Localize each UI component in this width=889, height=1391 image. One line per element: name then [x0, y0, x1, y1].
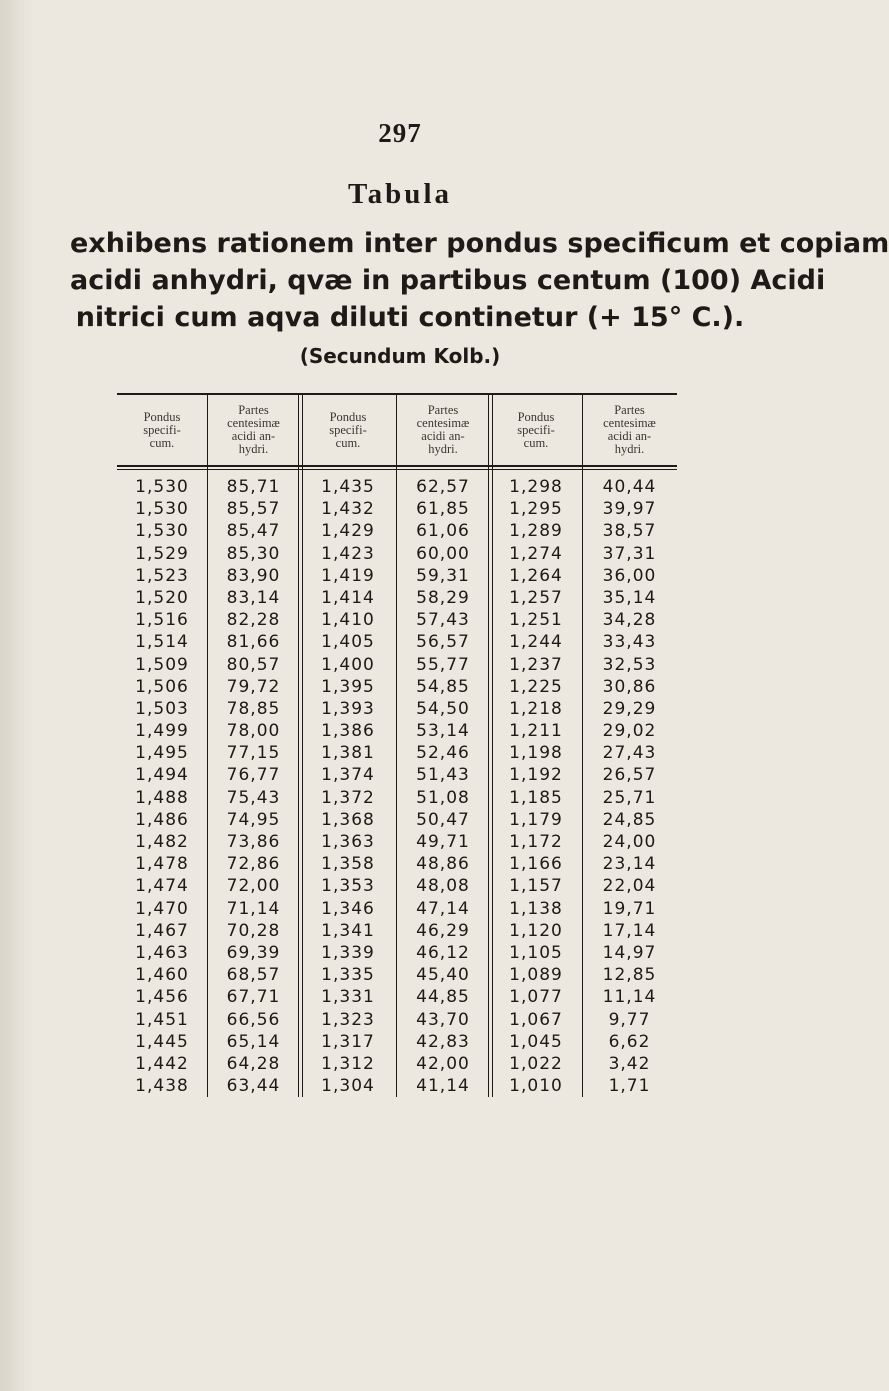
column-header	[490, 397, 582, 463]
table-cell: 1,295	[509, 499, 563, 520]
table-cell: 73,86	[226, 832, 281, 852]
column-header-line: hydri.	[428, 442, 458, 456]
column-header-line: specifi-	[143, 422, 181, 437]
table-cell: 85,71	[226, 477, 281, 497]
table-cell: 1,358	[321, 854, 375, 875]
table-row	[117, 587, 677, 609]
column-header	[396, 397, 490, 463]
table-row	[117, 742, 677, 764]
table-cell: 61,06	[416, 521, 470, 542]
table-cell: 1,423	[321, 543, 375, 564]
table-row	[117, 964, 677, 986]
table-cell: 1,71	[608, 1076, 651, 1097]
table-cell: 1,372	[321, 787, 375, 808]
column-header-line: Pondus	[329, 409, 367, 424]
table-row	[117, 676, 677, 698]
table-cell: 24,00	[602, 832, 657, 852]
table-cell: 1,335	[321, 965, 375, 986]
table-cell: 1,374	[321, 765, 375, 786]
table-cell: 55,77	[416, 654, 470, 675]
table-cell: 66,56	[226, 1009, 281, 1030]
table-cell: 1,470	[135, 898, 189, 919]
table-cell: 65,14	[226, 1031, 281, 1052]
table-row	[117, 764, 677, 786]
table-cell: 12,85	[602, 965, 657, 986]
table-cell: 81,66	[226, 632, 281, 653]
source-note: (Secundum Kolb.)	[299, 344, 501, 368]
table-cell: 85,30	[226, 543, 281, 564]
table-cell: 85,57	[226, 499, 281, 520]
table-cell: 54,50	[416, 698, 470, 719]
table-cell: 25,71	[602, 787, 657, 808]
table-cell: 77,15	[226, 743, 281, 764]
column-header	[207, 397, 300, 463]
table-cell: 1,405	[321, 632, 375, 653]
table-cell: 1,105	[509, 942, 563, 963]
description-line: nitrici cum aqva diluti continetur (+ 15° C.).	[75, 302, 745, 333]
table-cell: 51,43	[416, 765, 470, 786]
table-cell: 40,44	[602, 477, 657, 497]
table-cell: 1,089	[509, 965, 563, 986]
table-cell: 85,47	[226, 521, 281, 542]
table-row	[117, 1053, 677, 1075]
table-cell: 1,503	[135, 698, 189, 719]
table-cell: 83,90	[226, 565, 281, 586]
table-cell: 1,495	[135, 743, 189, 764]
page-number: 297	[378, 118, 422, 148]
table-cell: 1,237	[509, 654, 563, 675]
table-cell: 1,077	[509, 987, 563, 1008]
table-cell: 80,57	[226, 654, 281, 675]
table-cell: 1,353	[321, 876, 375, 897]
table-cell: 6,62	[608, 1031, 651, 1052]
table-row	[117, 476, 677, 498]
column-header-line: Partes	[614, 403, 645, 417]
table-cell: 26,57	[602, 765, 657, 786]
table-cell: 74,95	[226, 809, 281, 830]
table-cell: 1,530	[135, 477, 189, 497]
table-cell: 54,85	[416, 676, 470, 697]
table-cell: 1,298	[509, 477, 563, 497]
table-cell: 1,494	[135, 765, 189, 786]
table-cell: 1,529	[135, 543, 189, 564]
column-header-line: centesimæ	[227, 416, 280, 430]
table-cell: 1,274	[509, 543, 563, 564]
table-cell: 1,506	[135, 676, 189, 697]
table-row	[117, 986, 677, 1008]
table-cell: 1,520	[135, 587, 189, 608]
table-cell: 1,467	[135, 920, 189, 941]
table-cell: 1,179	[509, 809, 563, 830]
data-table	[117, 393, 677, 1097]
table-cell: 22,04	[602, 876, 657, 897]
table-cell: 27,43	[602, 743, 657, 764]
column-header	[582, 397, 677, 463]
table-cell: 1,530	[135, 499, 189, 520]
table-cell: 1,264	[509, 565, 563, 586]
table-cell: 1,460	[135, 965, 189, 986]
table-cell: 72,86	[226, 854, 281, 875]
column-header-line: cum.	[335, 435, 361, 450]
table-cell: 1,386	[321, 721, 375, 742]
table-body	[117, 476, 677, 1097]
table-cell: 1,192	[509, 765, 563, 786]
column-header-line: hydri.	[614, 442, 645, 456]
table-row	[117, 853, 677, 875]
table-cell: 1,523	[135, 565, 189, 586]
table-row	[117, 898, 677, 920]
table-cell: 1,442	[135, 1053, 189, 1074]
table-cell: 53,14	[416, 721, 470, 742]
table-cell: 1,225	[509, 676, 563, 697]
table-cell: 1,339	[321, 942, 375, 963]
table-cell: 1,120	[509, 920, 563, 941]
table-cell: 1,304	[321, 1076, 375, 1097]
table-row	[117, 698, 677, 720]
table-row	[117, 565, 677, 587]
table-cell: 67,71	[226, 987, 281, 1008]
table-cell: 1,185	[509, 787, 563, 808]
column-header-line: cum.	[149, 435, 175, 450]
table-cell: 61,85	[416, 499, 470, 520]
table-cell: 79,72	[226, 676, 281, 697]
table-cell: 47,14	[416, 898, 470, 919]
table-cell: 51,08	[416, 787, 470, 808]
column-header-line: hydri.	[238, 442, 269, 456]
table-cell: 1,486	[135, 809, 189, 830]
table-cell: 14,97	[602, 942, 657, 963]
table-cell: 1,010	[509, 1076, 563, 1097]
table-cell: 78,85	[226, 698, 281, 719]
table-cell: 62,57	[416, 477, 470, 497]
column-header-line: Pondus	[517, 409, 555, 424]
column-header-line: acidi an-	[231, 429, 276, 443]
table-cell: 1,251	[509, 610, 563, 631]
table-row	[117, 520, 677, 542]
table-cell: 1,438	[135, 1076, 189, 1097]
table-row	[117, 875, 677, 897]
header-rule	[117, 465, 677, 467]
column-header	[117, 397, 207, 463]
table-cell: 52,46	[416, 743, 470, 764]
table-cell: 1,488	[135, 787, 189, 808]
table-cell: 60,00	[416, 543, 470, 564]
table-cell: 1,289	[509, 521, 563, 542]
column-header	[300, 397, 396, 463]
table-cell: 1,435	[321, 477, 375, 497]
column-divider	[207, 393, 208, 1097]
table-cell: 63,44	[226, 1076, 281, 1097]
table-cell: 1,451	[135, 1009, 189, 1030]
table-cell: 3,42	[608, 1053, 651, 1074]
table-cell: 1,432	[321, 499, 375, 520]
column-header-line: acidi an-	[421, 429, 465, 443]
table-cell: 35,14	[602, 587, 657, 608]
table-cell: 17,14	[602, 920, 657, 941]
column-header-line: specifi-	[517, 422, 555, 437]
table-cell: 1,381	[321, 743, 375, 764]
column-header-line: centesimæ	[416, 416, 470, 430]
table-cell: 48,08	[416, 876, 470, 897]
table-cell: 1,244	[509, 632, 563, 653]
table-cell: 48,86	[416, 854, 470, 875]
table-cell: 1,257	[509, 587, 563, 608]
table-cell: 1,346	[321, 898, 375, 919]
table-row	[117, 1031, 677, 1053]
table-cell: 1,022	[509, 1053, 563, 1074]
table-cell: 1,410	[321, 610, 375, 631]
table-cell: 57,43	[416, 610, 470, 631]
column-header-line: Pondus	[143, 409, 181, 424]
table-cell: 29,29	[602, 698, 657, 719]
table-row	[117, 942, 677, 964]
table-cell: 1,395	[321, 676, 375, 697]
table-cell: 1,499	[135, 721, 189, 742]
table-cell: 24,85	[602, 809, 657, 830]
table-cell: 1,323	[321, 1009, 375, 1030]
table-cell: 59,31	[416, 565, 470, 586]
table-cell: 1,368	[321, 809, 375, 830]
table-cell: 75,43	[226, 787, 281, 808]
table-cell: 1,341	[321, 920, 375, 941]
page-title: Tabula	[348, 178, 452, 210]
column-header-line: cum.	[523, 435, 549, 450]
table-row	[117, 609, 677, 631]
table-cell: 46,29	[416, 920, 470, 941]
table-cell: 78,00	[226, 721, 281, 742]
table-row	[117, 498, 677, 520]
table-row	[117, 654, 677, 676]
table-cell: 1,172	[509, 832, 563, 852]
column-header-line: centesimæ	[603, 416, 656, 430]
table-description	[70, 225, 889, 336]
header-rule-thin	[117, 469, 677, 470]
table-cell: 50,47	[416, 809, 470, 830]
column-divider	[298, 393, 299, 1097]
table-cell: 1,463	[135, 942, 189, 963]
description-line: acidi anhydri, qvæ in partibus centum (100) Acidi	[70, 265, 826, 296]
table-cell: 1,198	[509, 743, 563, 764]
table-cell: 1,363	[321, 832, 375, 852]
table-cell: 11,14	[602, 987, 657, 1008]
table-cell: 30,86	[602, 676, 657, 697]
table-cell: 1,514	[135, 632, 189, 653]
table-cell: 1,400	[321, 654, 375, 675]
table-cell: 45,40	[416, 965, 470, 986]
table-cell: 23,14	[602, 854, 657, 875]
column-divider	[488, 393, 489, 1097]
table-cell: 1,317	[321, 1031, 375, 1052]
table-cell: 1,516	[135, 610, 189, 631]
table-cell: 42,83	[416, 1031, 470, 1052]
table-cell: 1,445	[135, 1031, 189, 1052]
table-cell: 58,29	[416, 587, 470, 608]
table-cell: 1,331	[321, 987, 375, 1008]
table-cell: 1,045	[509, 1031, 563, 1052]
table-cell: 1,312	[321, 1053, 375, 1074]
description-line: exhibens rationem inter pondus specificum et copiam	[70, 228, 889, 259]
column-header-line: specifi-	[329, 422, 367, 437]
table-cell: 69,39	[226, 942, 281, 963]
table-row	[117, 920, 677, 942]
column-divider	[582, 393, 583, 1097]
table-row	[117, 631, 677, 653]
table-cell: 1,067	[509, 1009, 563, 1030]
table-row	[117, 831, 677, 853]
table-top-rule	[117, 393, 677, 395]
table-cell: 19,71	[602, 898, 657, 919]
table-cell: 32,53	[602, 654, 657, 675]
table-row	[117, 809, 677, 831]
column-divider	[492, 393, 493, 1097]
table-cell: 42,00	[416, 1053, 470, 1074]
table-cell: 44,85	[416, 987, 470, 1008]
table-cell: 72,00	[226, 876, 281, 897]
table-cell: 38,57	[602, 521, 657, 542]
table-row	[117, 1075, 677, 1097]
table-cell: 29,02	[602, 721, 657, 742]
table-row	[117, 787, 677, 809]
table-cell: 43,70	[416, 1009, 470, 1030]
table-row	[117, 1009, 677, 1031]
table-cell: 37,31	[602, 543, 657, 564]
column-header-line: acidi an-	[607, 429, 652, 443]
column-divider	[396, 393, 397, 1097]
table-cell: 1,166	[509, 854, 563, 875]
table-cell: 82,28	[226, 610, 281, 631]
table-cell: 1,429	[321, 521, 375, 542]
table-cell: 1,414	[321, 587, 375, 608]
table-cell: 64,28	[226, 1053, 281, 1074]
table-cell: 56,57	[416, 632, 470, 653]
table-cell: 39,97	[602, 499, 657, 520]
table-cell: 49,71	[416, 832, 470, 852]
column-header-line: Partes	[238, 403, 269, 417]
column-header-line: Partes	[427, 403, 459, 417]
table-row	[117, 543, 677, 565]
table-cell: 34,28	[602, 610, 657, 631]
table-cell: 1,211	[509, 721, 563, 742]
table-cell: 1,419	[321, 565, 375, 586]
table-cell: 9,77	[608, 1009, 651, 1030]
column-divider	[302, 393, 303, 1097]
table-cell: 1,138	[509, 898, 563, 919]
table-cell: 76,77	[226, 765, 281, 786]
table-header-row	[117, 397, 677, 463]
table-cell: 1,482	[135, 832, 189, 852]
table-cell: 1,530	[135, 521, 189, 542]
table-cell: 68,57	[226, 965, 281, 986]
table-cell: 41,14	[416, 1076, 470, 1097]
table-cell: 46,12	[416, 942, 470, 963]
table-cell: 70,28	[226, 920, 281, 941]
table-row	[117, 720, 677, 742]
table-cell: 1,456	[135, 987, 189, 1008]
table-cell: 71,14	[226, 898, 281, 919]
table-cell: 1,509	[135, 654, 189, 675]
table-cell: 33,43	[602, 632, 657, 653]
table-cell: 1,474	[135, 876, 189, 897]
table-cell: 1,218	[509, 698, 563, 719]
table-cell: 36,00	[602, 565, 657, 586]
table-cell: 1,393	[321, 698, 375, 719]
table-cell: 1,478	[135, 854, 189, 875]
table-cell: 1,157	[509, 876, 563, 897]
table-cell: 83,14	[226, 587, 281, 608]
